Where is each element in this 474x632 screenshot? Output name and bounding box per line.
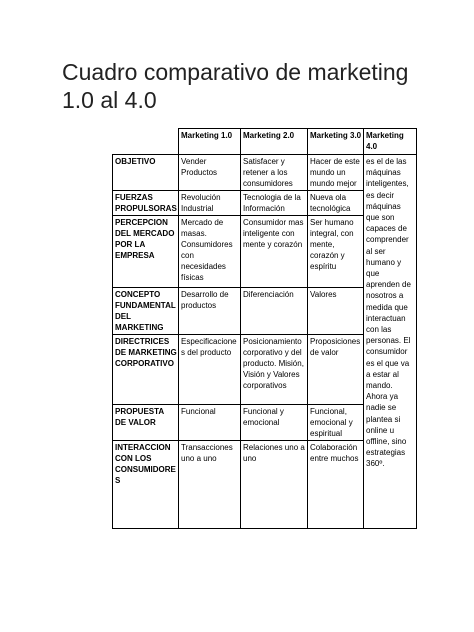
table-cell: Diferenciación bbox=[241, 288, 308, 335]
row-label-directrices-marketing: DIRECTRICES DE MARKETING CORPORATIVO bbox=[113, 335, 179, 405]
header-marketing-1: Marketing 1.0 bbox=[179, 129, 241, 155]
table-cell: Revolución Industrial bbox=[179, 191, 241, 216]
row-label-objetivo: OBJETIVO bbox=[113, 155, 179, 191]
table-row bbox=[113, 155, 417, 191]
table-cell: Vender Productos bbox=[179, 155, 241, 191]
table-cell: Posicionamiento corporativo y del producto. Misión, Visión y Valores corporativos bbox=[241, 335, 308, 405]
table-cell: Proposiciones de valor bbox=[308, 335, 364, 405]
table-cell: Transacciones uno a uno bbox=[179, 441, 241, 529]
row-label-fuerzas-propulsoras: FUERZAS PROPULSORAS bbox=[113, 191, 179, 216]
table-cell: Ser humano integral, con mente, corazón y espíritu bbox=[308, 216, 364, 288]
marketing-4-description: es el de las máquinas inteligentes, es decir máquinas que son capaces de comprender al ser humano y que aprenden de nosotros a medida que interactuan con las personas. El consumidor es el que va a estar al mando. Ahora ya nadie se plantea si online u offline, sino estrategias 360º. bbox=[364, 155, 417, 529]
header-marketing-3: Marketing 3.0 bbox=[308, 129, 364, 155]
table-corner-cell bbox=[113, 129, 179, 155]
table-cell: Relaciones uno a uno bbox=[241, 441, 308, 529]
table-cell: Tecnologia de la Información bbox=[241, 191, 308, 216]
table-cell: Valores bbox=[308, 288, 364, 335]
comparison-table bbox=[112, 128, 417, 529]
table-cell: Funcional y emocional bbox=[241, 405, 308, 441]
table-cell: Satisfacer y retener a los consumidores bbox=[241, 155, 308, 191]
table-cell: Consumidor mas inteligente con mente y corazón bbox=[241, 216, 308, 288]
row-label-percepcion-mercado: PERCEPCION DEL MERCADO POR LA EMPRESA bbox=[113, 216, 179, 288]
row-label-concepto-fundamental: CONCEPTO FUNDAMENTAL DEL MARKETING bbox=[113, 288, 179, 335]
row-label-interaccion-consumidores: INTERACCION CON LOS CONSUMIDORES bbox=[113, 441, 179, 529]
table-cell: Especificaciones del producto bbox=[179, 335, 241, 405]
table-cell: Funcional bbox=[179, 405, 241, 441]
table-header-row bbox=[113, 129, 417, 155]
page-title: Cuadro comparativo de marketing 1.0 al 4.0 bbox=[62, 59, 409, 113]
header-marketing-2: Marketing 2.0 bbox=[241, 129, 308, 155]
row-label-propuesta-valor: PROPUESTA DE VALOR bbox=[113, 405, 179, 441]
table-cell: Colaboración entre muchos bbox=[308, 441, 364, 529]
table-cell: Hacer de este mundo un mundo mejor bbox=[308, 155, 364, 191]
header-marketing-4: Marketing 4.0 bbox=[364, 129, 417, 155]
table-cell: Desarrollo de productos bbox=[179, 288, 241, 335]
table-cell: Funcional, emocional y espiritual bbox=[308, 405, 364, 441]
table-cell: Mercado de masas. Consumidores con necesidades físicas bbox=[179, 216, 241, 288]
table-cell: Nueva ola tecnológica bbox=[308, 191, 364, 216]
